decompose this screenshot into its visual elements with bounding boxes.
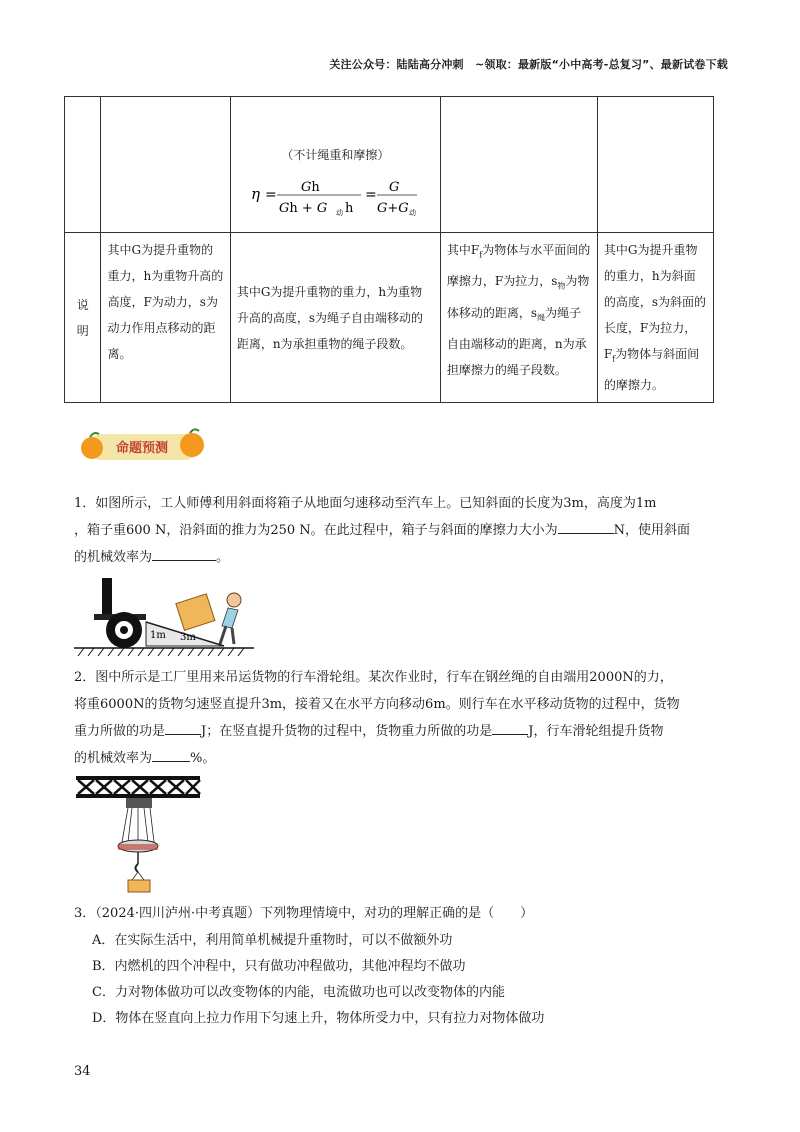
table-row [65, 97, 714, 233]
answer-blank[interactable] [152, 546, 216, 561]
q2-line: 2．图中所示是工厂里用来吊运货物的行车滑轮组。某次作业时，行车在钢丝绳的自由端用2000N的力， [74, 670, 673, 685]
svg-text:Gh: Gh [300, 180, 320, 195]
question-3-stem: 3．（2024·四川泸州·中考真题）下列物理情境中，对功的理解正确的是（ ） [74, 906, 534, 921]
question-1 [74, 490, 734, 571]
table-cell [440, 97, 597, 233]
page-number: 34 [74, 1064, 91, 1079]
orange-icon [180, 433, 204, 457]
text-part: %。 [190, 751, 216, 766]
svg-text:η: η [250, 185, 260, 203]
option-b[interactable]: B．内燃机的四个冲程中，只有做功冲程做功，其他冲程均不做功 [92, 959, 466, 974]
option-a[interactable]: A．在实际生活中，利用简单机械提升重物时，可以不做额外功 [92, 933, 453, 948]
row-label: 说明 [65, 233, 101, 403]
explanation-lever: 其中G为提升重物的重力，h为重物升高的高度，F为动力，s为动力作用点移动的距离。 [101, 233, 230, 403]
q1-line: 1．如图所示，工人师傅利用斜面将箱子从地面匀速移动至汽车上。已知斜面的长度为3m，高度为1m [74, 496, 657, 511]
table-row [65, 233, 714, 403]
q2-line [74, 745, 734, 772]
q2-line: 将重6000N的货物匀速竖直提升3m，接着又在水平方向移动6m。则行车在水平移动货物的过程中，货物 [74, 697, 680, 712]
answer-blank[interactable] [152, 747, 190, 762]
incline-figure [74, 574, 254, 660]
text-part: 重力所做的功是 [74, 724, 166, 739]
cargo-box [128, 880, 150, 892]
formula-note: （不计绳重和摩擦） [281, 148, 390, 162]
upper-pulley [126, 798, 152, 808]
text-part: N，使用斜面 [613, 523, 691, 538]
formula-cell [230, 97, 440, 233]
svg-text:h: h [344, 201, 354, 216]
table-cell [597, 97, 713, 233]
worker-head [227, 593, 241, 607]
text-part: 为物体与斜面间的摩擦力。 [603, 347, 700, 393]
q1-line [74, 544, 734, 571]
table-cell [101, 97, 230, 233]
explanation-incline: 其中G为提升重物的重力，h为斜面的高度，s为斜面的长度，F为拉力，$F_f$为物体与斜面间的摩擦力。 [597, 233, 713, 403]
text-part: 的机械效率为 [74, 550, 153, 565]
q1-line [74, 517, 734, 544]
box [176, 594, 215, 631]
option-c[interactable]: C．力对物体做功可以改变物体的内能，电流做功也可以改变物体的内能 [92, 985, 505, 1000]
svg-text:动: 动 [408, 209, 416, 217]
crane-pulley-figure [74, 772, 204, 896]
text-part: ，箱子重600 N，沿斜面的推力为250 N。在此过程中，箱子与斜面的摩擦力大小为 [74, 523, 558, 538]
hook-icon [136, 864, 139, 872]
badge-label: 命题预测 [115, 441, 169, 456]
summary-table [64, 96, 714, 403]
text-part: 其中F [446, 243, 480, 257]
text-part: 为物体与水平面间的摩擦力，F为拉力，s [446, 243, 591, 289]
section-badge [78, 428, 206, 466]
q2-line [74, 718, 734, 745]
length-label: 3m [180, 632, 196, 643]
text-part: 为绳子自由端移动的距离，n为承担摩擦力的绳子段数。 [446, 305, 587, 378]
text-part: 。 [216, 550, 230, 565]
text-part: 的机械效率为 [74, 751, 153, 766]
explanation-horizontal-pulley: 其中$F_f$为物体与水平面间的摩擦力，F为拉力，$s_物$为物体移动的距离，$s_绳$为绳子自由端移动的距离，n为承担摩擦力的绳子段数。 [440, 233, 597, 403]
svg-text:G+G: G+G [376, 201, 409, 216]
page-header: 关注公众号：陆陆高分冲刺 ~领取：最新版“小中高考-总复习”、最新试卷下载 [329, 58, 728, 71]
svg-text:动: 动 [335, 209, 343, 217]
answer-blank[interactable] [558, 519, 614, 534]
option-d[interactable]: D．物体在竖直向上拉力作用下匀速上升，物体所受力中，只有拉力对物体做功 [92, 1011, 545, 1026]
svg-text:Gh + G: Gh + G [278, 201, 328, 216]
orange-icon [81, 437, 103, 459]
question-2 [74, 664, 734, 772]
explanation-pulley: 其中G为提升重物的重力，h为重物升高的高度，s为绳子自由端移动的距离，n为承担重物的绳子段数。 [230, 233, 440, 403]
text-part: 其中G为提升重物的重力，h为斜面的高度，s为斜面的长度，F为拉力，F [603, 243, 707, 361]
answer-blank[interactable] [165, 720, 201, 735]
svg-text:G: G [388, 180, 400, 195]
height-label: 1m [150, 630, 166, 641]
text-part: J；在竖直提升货物的过程中，货物重力所做的功是 [201, 724, 493, 739]
text-part: J，行车滑轮组提升货物 [528, 724, 664, 739]
text-part: 为物体移动的距离，s [446, 274, 590, 320]
svg-text:=: = [364, 187, 377, 203]
truck-body [102, 578, 112, 618]
table-cell [65, 97, 101, 233]
answer-blank[interactable] [492, 720, 528, 735]
svg-text:=: = [264, 187, 277, 203]
efficiency-formula [249, 169, 419, 219]
